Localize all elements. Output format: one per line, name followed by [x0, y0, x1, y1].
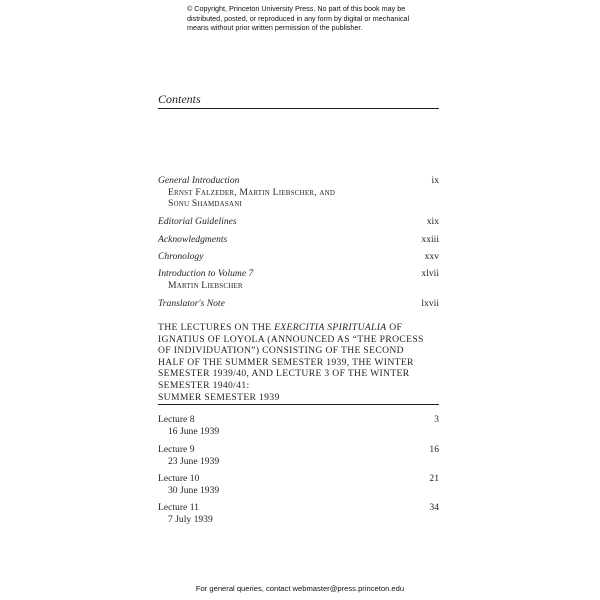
toc-entry-title: Chronology: [158, 251, 204, 262]
lecture-entry-9[interactable]: [158, 444, 439, 468]
copyright-notice: © Copyright, Princeton University Press. No part of this book may be distributed, posted, or reproduced in any form by digital or mechanical means without prior written permission of the publisher.: [187, 4, 410, 33]
lecture-entry-8[interactable]: [158, 414, 439, 438]
lecture-date: 30 June 1939: [168, 484, 220, 496]
lecture-page: 21: [429, 473, 439, 484]
lecture-name: Lecture 11: [158, 502, 199, 513]
toc-entry-title: Editorial Guidelines: [158, 216, 237, 227]
footer-contact: For general queries, contact webmaster@press.princeton.edu: [195, 584, 405, 593]
lecture-page: 16: [429, 444, 439, 455]
toc-entry-title: Acknowledgments: [158, 234, 228, 245]
lecture-name: Lecture 8: [158, 414, 195, 425]
part-heading-line: OF INDIVIDUATION”) CONSISTING OF THE SECOND: [158, 345, 404, 357]
part-heading-line: IGNATIUS OF LOYOLA (ANNOUNCED AS “THE PROCESS: [158, 333, 424, 345]
part-heading-line: THE LECTURES ON THE EXERCITIA SPIRITUALIA OF: [158, 322, 403, 333]
lecture-date: 23 June 1939: [168, 455, 220, 467]
toc-entry-page: xlvii: [421, 268, 439, 279]
lecture-name: Lecture 9: [158, 444, 195, 455]
toc-entry-author: Martin Liebscher: [168, 279, 243, 291]
toc-entry-general-introduction[interactable]: [158, 175, 439, 210]
page-title: Contents: [158, 92, 201, 106]
part-heading-line: SEMESTER 1940/41:: [158, 379, 250, 391]
toc-entry-editorial-guidelines[interactable]: [158, 216, 439, 228]
lecture-page: 3: [434, 414, 439, 425]
toc-entry-title: Translator's Note: [158, 298, 225, 309]
toc-entry-page: xxiii: [421, 234, 439, 245]
lecture-page: 34: [429, 502, 439, 513]
toc-entry-author: Sonu Shamdasani: [168, 198, 243, 209]
lecture-date: 7 July 1939: [168, 513, 213, 525]
toc-entry-author: Ernst Falzeder, Martin Liebscher, and: [168, 186, 336, 198]
toc-entry-translators-note[interactable]: [158, 298, 439, 310]
toc-entry-acknowledgments[interactable]: [158, 234, 439, 246]
part-heading-line: HALF OF THE SUMMER SEMESTER 1939, THE WINTER: [158, 356, 414, 368]
toc-entry-title: General Introduction: [158, 175, 240, 186]
part-heading: [158, 322, 439, 403]
part-subheading: SUMMER SEMESTER 1939: [158, 391, 280, 403]
title-divider: [158, 108, 439, 109]
toc-entry-page: xxv: [424, 251, 439, 262]
toc-entry-page: lxvii: [421, 298, 439, 309]
part-divider: [158, 404, 439, 405]
toc-entry-introduction-volume-7[interactable]: [158, 268, 439, 291]
lecture-entry-11[interactable]: [158, 502, 439, 526]
toc-entry-title: Introduction to Volume 7: [158, 268, 254, 279]
lecture-entry-10[interactable]: [158, 473, 439, 497]
part-heading-line: SEMESTER 1939/40, AND LECTURE 3 OF THE WINTER: [158, 368, 410, 380]
lecture-date: 16 June 1939: [168, 425, 220, 437]
toc-entry-chronology[interactable]: [158, 251, 439, 263]
lecture-name: Lecture 10: [158, 473, 200, 484]
toc-entry-page: ix: [431, 175, 439, 186]
toc-entry-page: xix: [426, 216, 439, 227]
